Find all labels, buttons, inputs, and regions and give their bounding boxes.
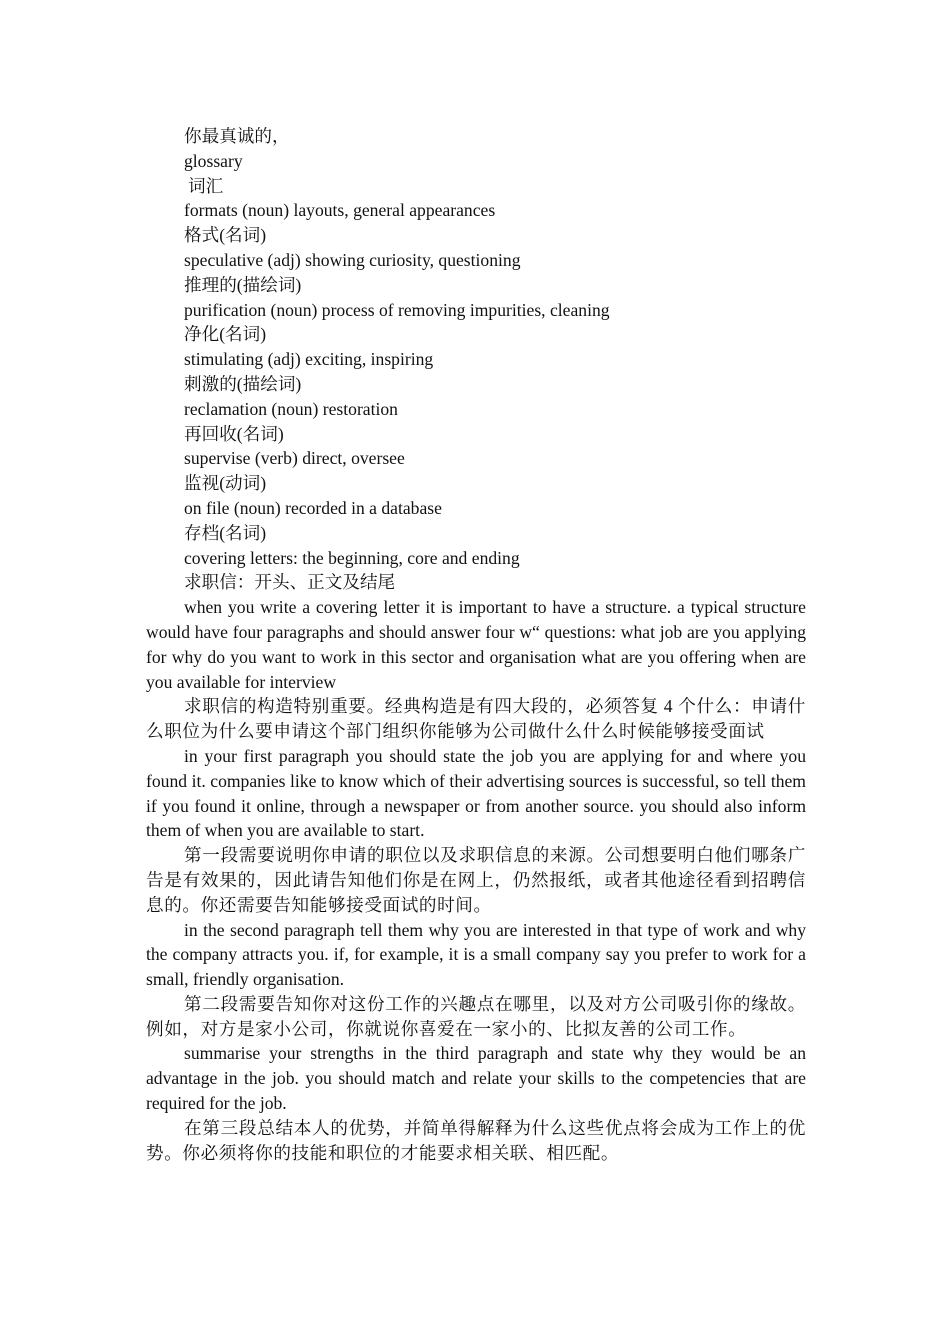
glossary-term-zh: 格式(名词) [184, 225, 267, 246]
glossary-term-en: supervise (verb) direct, oversee [184, 448, 405, 469]
glossary-heading-zh: 词汇 [188, 175, 224, 196]
glossary-term-en: formats (noun) layouts, general appearances [184, 200, 496, 221]
glossary-term-en: purification (noun) process of removing impurities, cleaning [184, 299, 610, 320]
paragraph-en: summarise your strengths in the third paragraph and state why they would be an advantage in the job. you should match and relate your skills to the competencies that are required for the job. [146, 1043, 806, 1114]
glossary-term-zh: 再回收(名词) [184, 423, 284, 444]
paragraph-zh: 第一段需要说明你申请的职位以及求职信息的来源。公司想要明白他们哪条广告是有效果的，因此请告知他们你是在网上，仍然报纸，或者其他途径看到招聘信息的。你还需要告知能够接受面试的时间。 [146, 845, 806, 915]
glossary-term-zh: 监视(动词) [184, 473, 267, 494]
paragraph-zh: 求职信的构造特别重要。经典构造是有四大段的，必须答复 4 个什么：申请什么职位为什么要申请这个部门组织你能够为公司做什么什么时候能够接受面试 [146, 696, 806, 742]
paragraph-en: in the second paragraph tell them why you are interested in that type of work and why the company attracts you. if, for example, it is a small company say you prefer to work for a small, friendly organisation. [146, 919, 806, 990]
paragraph-en: in your first paragraph you should state the job you are applying for and where you found it. companies like to know which of their advertising sources is successful, so tell them if you found it online, through a newspaper or from another source. you should also inform them of when you are available to start. [146, 745, 806, 841]
glossary-term-en: stimulating (adj) exciting, inspiring [184, 349, 434, 370]
glossary-term-zh: 推理的(描绘词) [184, 274, 302, 295]
glossary-heading-en: glossary [184, 150, 243, 171]
glossary-term-zh: 存档(名词) [184, 522, 267, 543]
section-title-zh: 求职信：开头、正文及结尾 [184, 572, 396, 593]
paragraph-zh: 在第三段总结本人的优势，并简单得解释为什么这些优点将会成为工作上的优势。你必须将你的技能和职位的才能要求相关联、相匹配。 [146, 1117, 806, 1163]
glossary-term-zh: 刺激的(描绘词) [184, 373, 302, 394]
document-body [146, 124, 806, 1165]
glossary-term-en: speculative (adj) showing curiosity, questioning [184, 249, 521, 270]
glossary-term-zh: 净化(名词) [184, 324, 267, 345]
paragraph-en: when you write a covering letter it is important to have a structure. a typical structure would have four paragraphs and should answer four w“ questions: what job are you applying for why do you want to work in this sector and organisation what are you offering when are you available for interview [146, 597, 806, 692]
paragraph-zh: 第二段需要告知你对这份工作的兴趣点在哪里，以及对方公司吸引你的缘故。例如，对方是家小公司，你就说你喜爱在一家小的、比拟友善的公司工作。 [146, 993, 806, 1039]
glossary-term-en: reclamation (noun) restoration [184, 398, 398, 419]
section-title-en: covering letters: the beginning, core and ending [184, 547, 520, 568]
closing-line: 你最真诚的， [184, 126, 290, 146]
glossary-term-en: on file (noun) recorded in a database [184, 497, 442, 518]
